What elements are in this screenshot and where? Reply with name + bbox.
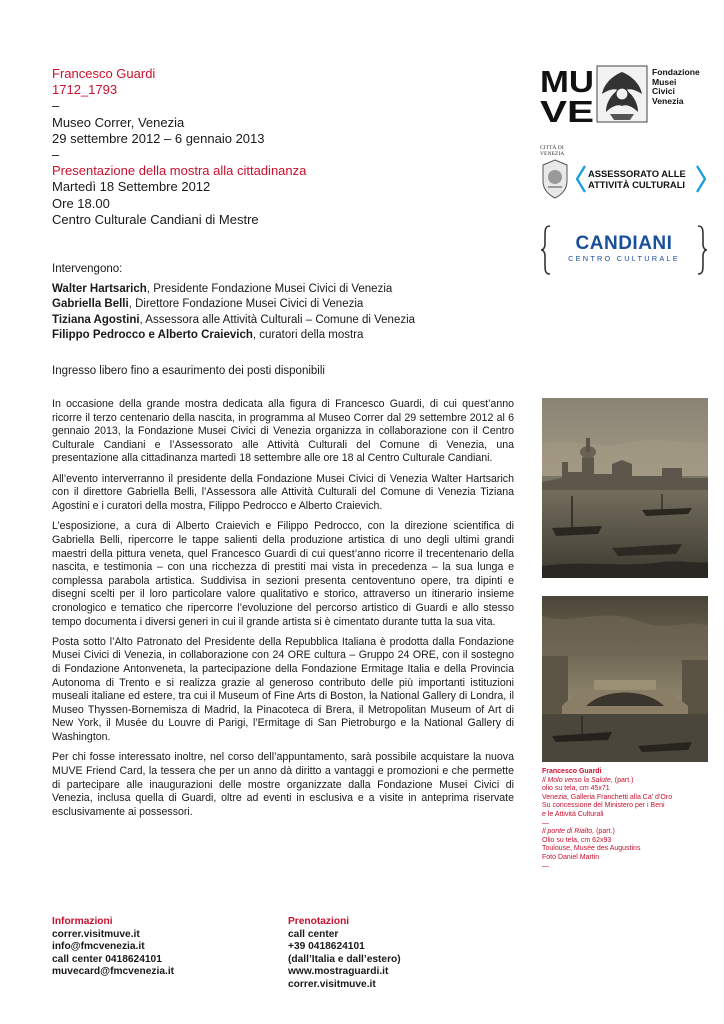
venice-crest-icon [540,159,570,199]
muve-logo-line: Fondazione [652,67,700,77]
caption-line: e le Attività Culturali [542,810,604,818]
caption-line: Toulouse, Musée des Augustins [542,845,641,853]
info-callcenter: call center 0418624101 [52,953,162,965]
booking-callcenter: call center [288,928,339,940]
caption-work1-title: Il Molo verso la Salute, [542,776,613,784]
body-paragraph: L’esposizione, a cura di Alberto Craievich e Filippo Pedrocco, con la direzione scientifica di Gabriella Belli, ripercorre le tappe salienti della produzione artistica di uno degli ultimi grandi maestri della pittura veneta, quel Francesco Guardi di cui quest’anno ricorre il trecentenario della nascita, e testimonia – con una ricchezza di prestiti mai vista in precedenza – la sua lunga e complessa parabola artistica. Suddivisa in sezioni presenta centoventuno opere, tra dipinti e disegni scelti per il loro particolare valore qualitativo e storico, attraverso un itinerario insieme cronologico e tematico che ripercorre l’evoluzione del percorso artistico di Guardi e allo stesso tempo documenta i diversi generi in cui il grande artista si è cimentato durante tutta la sua vita. [52,520,514,628]
event-header [52,66,492,228]
body-paragraph: In occasione della grande mostra dedicata alla figura di Francesco Guardi, di cui quest’anno ricorre il terzo centenario della nascita, in programma al Museo Correr dal 29 settembre 2012 al 6 gennaio 2013, la Fondazione Musei Civici di Venezia organizza in collaborazione con il Centro Culturale Candiani e l’Assessorato alle Attività Culturali del Comune di Venezia, una presentazione alla cittadinanza martedì 18 settembre alle ore 18 al Centro Culturale Candiani. [52,398,514,465]
speakers [52,262,492,343]
correr-website-link[interactable]: correr.visitmuve.it [288,978,376,990]
info-block [52,916,174,979]
svg-text:MU: MU [540,64,594,99]
muve-logo [540,64,708,124]
svg-text:VE: VE [540,94,594,124]
speaker-line [52,297,492,312]
bracket-left-icon [576,165,586,193]
booking-block [288,916,401,992]
info-email-link[interactable]: info@fmcvenezia.it [52,941,145,953]
presentation-place: Centro Culturale Candiani di Mestre [52,211,259,227]
entry-note: Ingresso libero fino a esaurimento dei posti disponibili [52,365,325,377]
caption-line: olio su tela, cm 45x71 [542,785,610,793]
speaker-name: Walter Hartsarich [52,283,147,296]
artist-name: Francesco Guardi [52,66,156,81]
speaker-role: , Direttore Fondazione Musei Civici di Venezia [128,298,364,311]
speaker-role: , curatori della mostra [252,328,364,341]
caption-line: Foto Daniel Martin [542,853,600,861]
speaker-role: , Presidente Fondazione Musei Civici di Venezia [146,283,393,296]
city-label: CITTÀ DI [540,145,564,151]
speaker-role: , Assessora alle Attività Culturali – Comune di Venezia [139,313,416,326]
caption-line: Venezia, Galleria Franchetti alla Ca’ d’Oro [542,793,673,801]
assessorato-line: ASSESSORATO ALLE [588,168,686,179]
speaker-line [52,313,492,328]
assessorato-line: ATTIVITÀ CULTURALI [588,178,686,190]
presentation-title: Presentazione della mostra alla cittadinanza [52,163,307,179]
brace-left-icon [540,224,552,276]
caption-line: Olio su tela, cm 62x93 [542,836,612,844]
speaker-name: Tiziana Agostini [52,313,140,326]
caption-line: Su concessione del Ministero per i Beni [542,802,665,810]
candiani-sub: CENTRO CULTURALE [568,254,680,263]
speaker-line [52,328,492,343]
body-paragraph: Posta sotto l’Alto Patronato del Presidente della Repubblica Italiana è prodotta dalla Fondazione Musei Civici di Venezia, in collaborazione con 24 ORE cultura – Gruppo 24 ORE, con il sostegno di Fondazione Antonveneta, la partecipazione della Fondazione Ermitage Italia e della Provincia Autonoma di Trento e si realizza grazie al generoso contributo delle più importanti istituzioni museali italiane ed estere, tra cui il Museum of Fine Arts di Boston, la National Gallery di Londra, il Museo Thyssen-Bornemisza di Madrid, la Pinacoteca di Brera, il Metropolitan Museum of Art di New York, il Musée du Louvre di Parigi, l’Ermitage di San Pietroburgo e la National Gallery di Washington. [52,635,514,744]
booking-phone: +39 0418624101 [288,941,365,953]
caption-work2-title: Il ponte di Rialto, [542,828,595,836]
info-title: Informazioni [52,916,113,927]
caption-work1-part: (part.) [612,776,634,784]
muvecard-email-link[interactable]: muvecard@fmcvenezia.it [52,966,175,978]
muve-logo-line: Civici [652,86,675,97]
body-paragraph: Per chi fosse interessato inoltre, nel corso dell’appuntamento, sarà possibile acquistare la nuova MUVE Friend Card, la tessera che per un anno dà diritto a vantaggi e promozioni e che permette di partecipare alle inaugurazioni delle mostre organizzate dalla Fondazione Musei Civici di Venezia, inclusa quella di Guardi, oltre ad eventi in esclusiva e a visite in anteprima riservate esclusivamente ai possessori. [52,751,514,818]
speakers-label: Intervengono: [52,263,123,275]
body-paragraph: All’evento interverranno il presidente della Fondazione Musei Civici di Venezia Walter Hartsarich con il direttore Gabriella Belli, l’Assessora alle Attività Culturali del Comune di Venezia Tiziana Agostini e i curatori della mostra, Filippo Pedrocco e Alberto Craievich. [52,472,514,512]
venue: Museo Correr, Venezia [52,114,185,130]
booking-website-link[interactable]: www.mostraguardi.it [288,966,389,978]
candiani-logo [540,224,708,276]
bracket-right-icon [696,165,706,193]
assessorato-logo [540,145,708,203]
separator-dash: – [52,98,60,114]
artist-years: 1712_1793 [52,82,118,98]
booking-title: Prenotazioni [288,916,350,927]
speaker-name: Filippo Pedrocco e Alberto Craievich [52,328,253,341]
painting-molo-image [542,398,708,578]
speaker-line [52,282,492,297]
muve-logo-line: Musei [652,76,677,87]
candiani-name: CANDIANI [575,233,673,254]
caption-work2-part: (part.) [594,828,615,836]
separator-dash: – [52,147,60,163]
caption-line: — [542,862,549,870]
speaker-name: Gabriella Belli [52,298,129,311]
brace-right-icon [696,224,708,276]
info-website-link[interactable]: correr.visitmuve.it [52,928,140,940]
presentation-day: Martedì 18 Settembre 2012 [52,179,211,195]
muve-logo-line: Venezia [652,95,684,106]
image-caption [542,768,714,871]
city-label: VENEZIA [540,151,565,158]
caption-artist: Francesco Guardi [542,768,602,775]
caption-line: — [542,819,549,827]
painting-rialto-image [542,596,708,762]
booking-phone-note: (dall’Italia e dall’estero) [288,953,401,965]
body-text [52,398,514,826]
presentation-time: Ore 18.00 [52,195,110,211]
exhibition-dates: 29 settembre 2012 – 6 gennaio 2013 [52,130,265,146]
